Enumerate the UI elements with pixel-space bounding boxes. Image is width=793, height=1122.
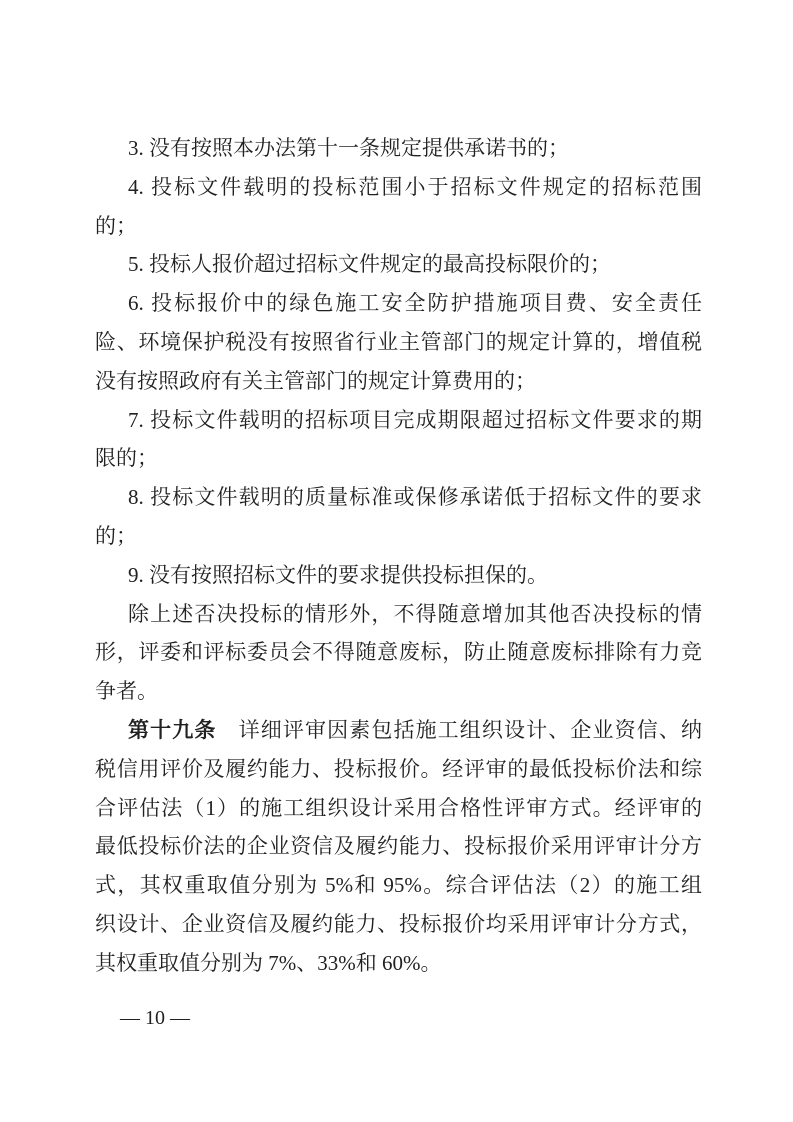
text-line: 6. 投标报价中的绿色施工安全防护措施项目费、安全责任 [128, 291, 702, 316]
text-line: 织设计、企业资信及履约能力、投标报价均采用评审计分方式， [95, 911, 702, 936]
text-line: 7. 投标文件载明的招标项目完成期限超过招标文件要求的期 [128, 407, 702, 432]
text-line: 合评估法（1）的施工组织设计采用合格性评审方式。经评审的 [95, 795, 702, 820]
text-line: 除上述否决投标的情形外，不得随意增加其他否决投标的情 [128, 601, 702, 626]
text-line: 4. 投标文件载明的投标范围小于招标文件规定的招标范围 [128, 174, 702, 199]
text-line: 的； [95, 213, 137, 238]
text-line: 的； [95, 523, 137, 548]
text-line: 限的； [95, 446, 158, 471]
text-line: 5. 投标人报价超过招标文件规定的最高投标限价的； [128, 252, 611, 277]
text-line: 其权重取值分别为 7%、33%和 60%。 [95, 950, 442, 975]
text-line: 8. 投标文件载明的质量标准或保修承诺低于招标文件的要求 [128, 485, 702, 510]
text-line: 没有按照政府有关主管部门的规定计算费用的； [95, 368, 536, 393]
page-number: — 10 — [120, 1007, 190, 1029]
text-line: 争者。 [95, 679, 158, 704]
text-line: 形，评委和评标委员会不得随意废标，防止随意废标排除有力竞 [95, 640, 702, 665]
text-line: 最低投标价法的企业资信及履约能力、投标报价采用评审计分方 [95, 834, 702, 859]
text-line: 第十九条 详细评审因素包括施工组织设计、企业资信、纳 [128, 717, 703, 742]
article-number-label: 第十九条 [128, 717, 217, 742]
text-line: 式，其权重取值分别为 5%和 95%。综合评估法（2）的施工组 [95, 873, 702, 898]
text-line: 9. 没有按照招标文件的要求提供投标担保的。 [128, 562, 548, 587]
text-line: 险、环境保护税没有按照省行业主管部门的规定计算的，增值税 [95, 329, 702, 354]
document-body [95, 129, 702, 983]
text-line: 3. 没有按照本办法第十一条规定提供承诺书的； [128, 136, 569, 160]
text-line: 税信用评价及履约能力、投标报价。经评审的最低投标价法和综 [95, 756, 702, 781]
